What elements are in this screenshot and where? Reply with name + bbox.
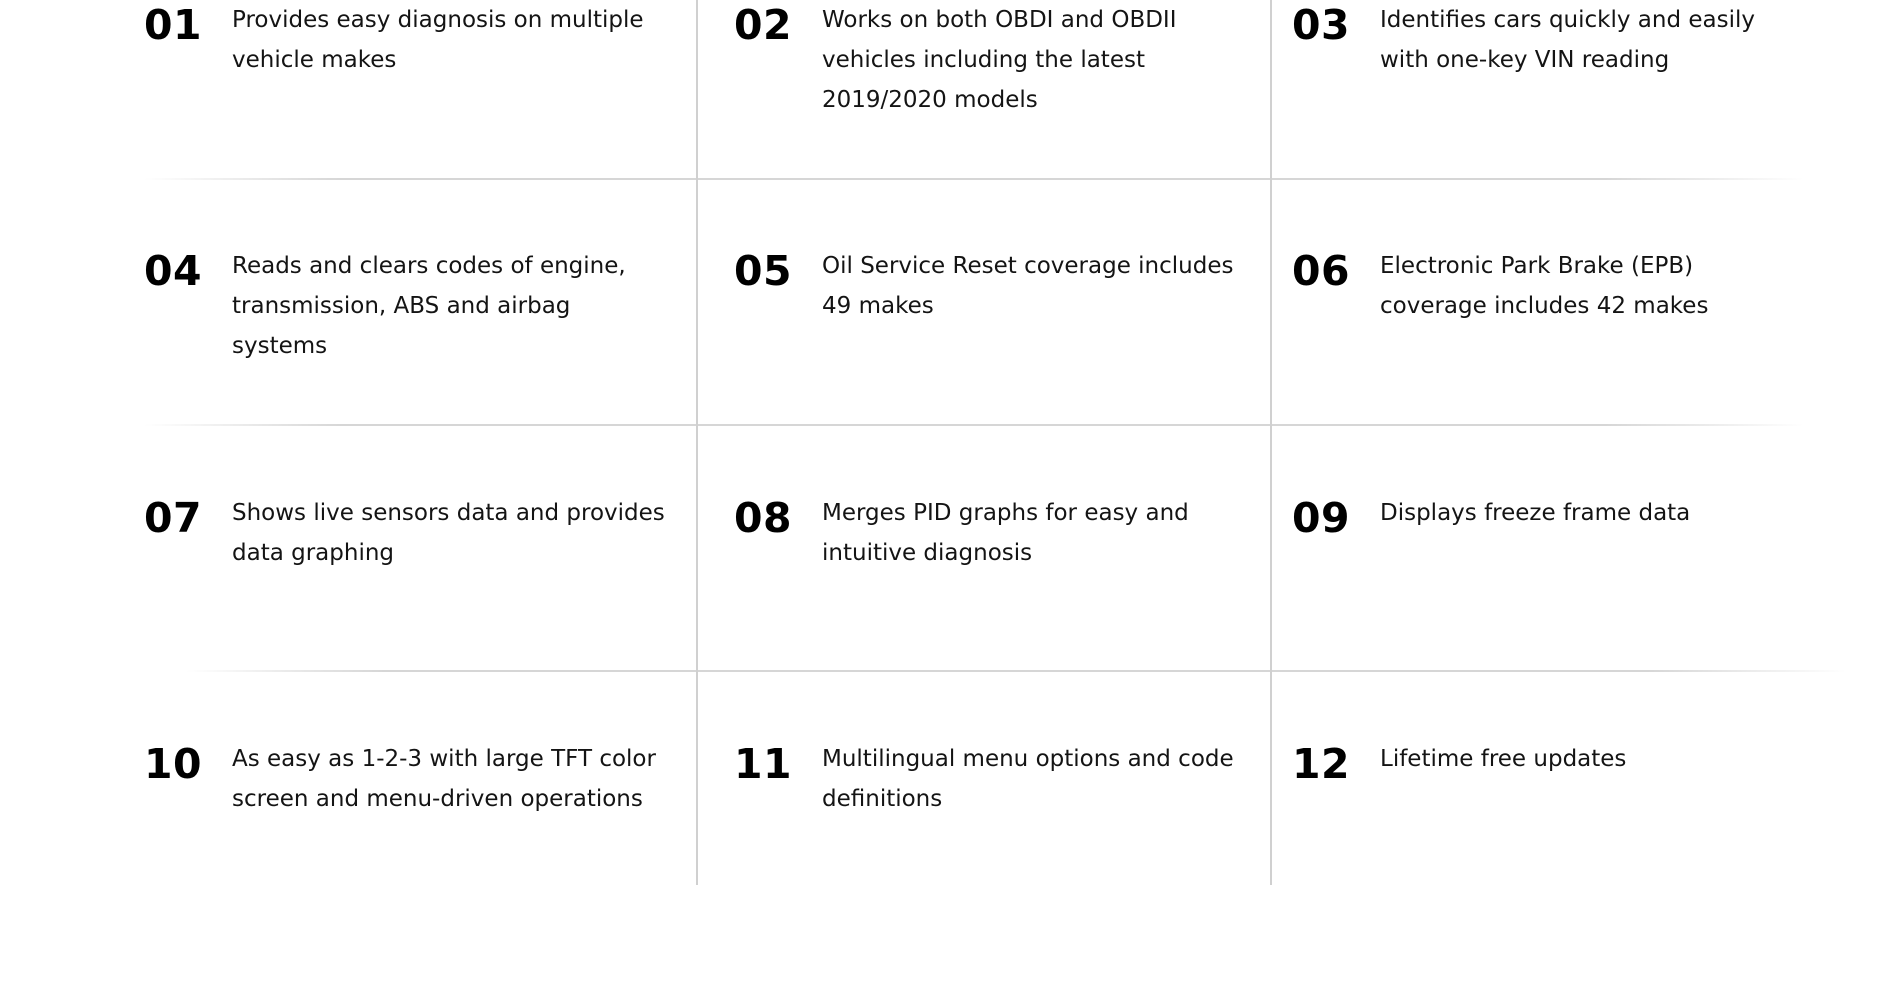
column-divider: [696, 0, 698, 885]
feature-description: Multilingual menu options and code definitions: [822, 746, 1234, 812]
feature-description: Shows live sensors data and provides data graphing: [232, 500, 665, 566]
feature-item: [144, 740, 684, 989]
feature-item: [1292, 740, 1792, 989]
feature-description: Reads and clears codes of engine, transmission, ABS and airbag systems: [232, 253, 626, 359]
feature-number: 09: [1292, 494, 1351, 542]
feature-number: 10: [144, 740, 203, 788]
feature-number: 01: [144, 1, 203, 49]
feature-description: Oil Service Reset coverage includes 49 makes: [822, 253, 1234, 319]
feature-description: Identifies cars quickly and easily with one-key VIN reading: [1380, 7, 1755, 73]
feature-description: Provides easy diagnosis on multiple vehicle makes: [232, 7, 644, 73]
feature-item: [1292, 494, 1792, 743]
feature-description: Works on both OBDI and OBDII vehicles including the latest 2019/2020 models: [822, 7, 1177, 113]
feature-item: [144, 494, 684, 743]
feature-item: [734, 740, 1254, 989]
feature-description: Displays freeze frame data: [1380, 500, 1691, 526]
feature-number: 05: [734, 247, 793, 295]
column-divider: [1270, 0, 1272, 885]
feature-number: 08: [734, 494, 793, 542]
feature-description: Merges PID graphs for easy and intuitive diagnosis: [822, 500, 1189, 566]
feature-item: [734, 247, 1254, 496]
feature-number: 11: [734, 740, 793, 788]
feature-item: [734, 494, 1254, 743]
feature-description: As easy as 1-2-3 with large TFT color screen and menu-driven operations: [232, 746, 656, 812]
feature-number: 02: [734, 1, 793, 49]
feature-grid: [144, 0, 1804, 885]
feature-description: Lifetime free updates: [1380, 746, 1627, 772]
feature-number: 07: [144, 494, 203, 542]
feature-item: [1292, 1, 1792, 250]
feature-number: 06: [1292, 247, 1351, 295]
feature-item: [144, 247, 684, 496]
feature-item: [734, 1, 1254, 250]
feature-item: [1292, 247, 1792, 496]
feature-item: [144, 1, 684, 250]
feature-description: Electronic Park Brake (EPB) coverage includes 42 makes: [1380, 253, 1709, 319]
feature-number: 12: [1292, 740, 1351, 788]
feature-number: 04: [144, 247, 203, 295]
feature-number: 03: [1292, 1, 1351, 49]
